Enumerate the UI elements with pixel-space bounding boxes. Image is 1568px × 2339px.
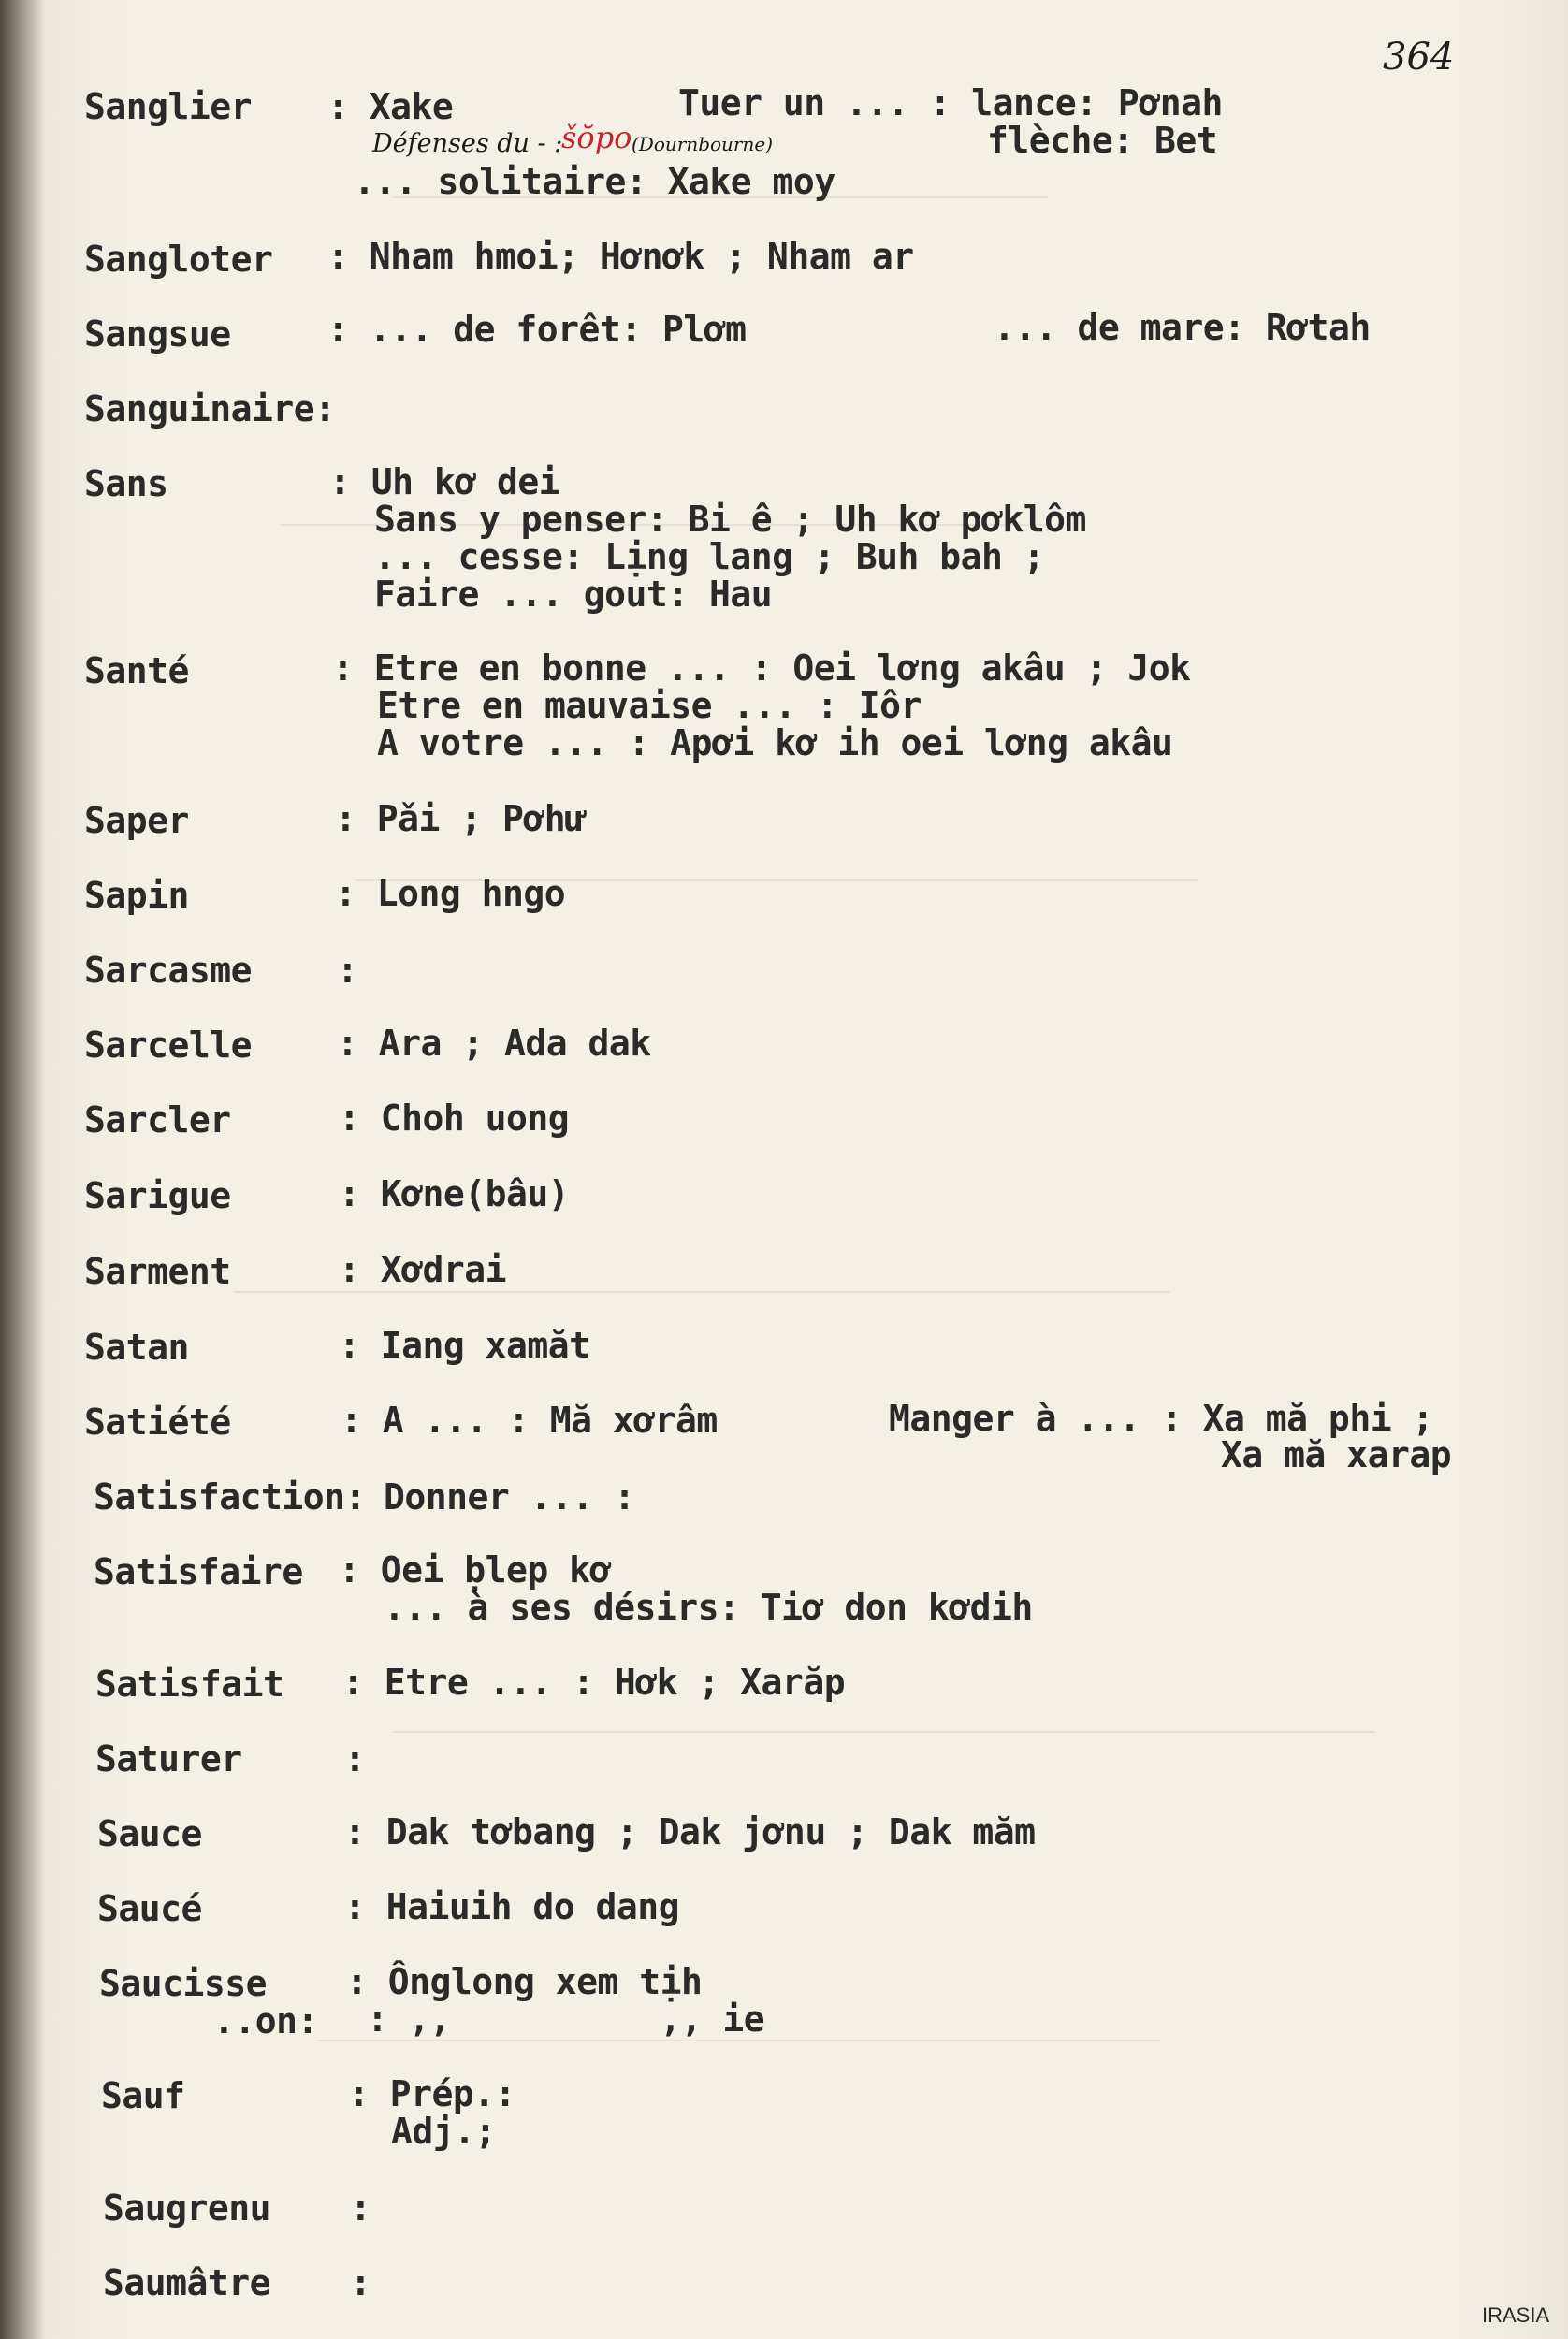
headword: Satisfait xyxy=(95,1663,284,1705)
definition-line: : Xake xyxy=(327,86,454,127)
definition-line: : xyxy=(344,1738,366,1780)
definition-line: : Uh kơ dei xyxy=(329,461,560,502)
headword: Saper xyxy=(84,800,189,841)
headword: Satisfaction: xyxy=(94,1476,366,1518)
definition-line: ... solitaire: Xake moy xyxy=(354,161,835,202)
handwritten-word: šŏpo xyxy=(561,120,632,155)
headword: Saucisse xyxy=(99,1963,268,2004)
definition-line-right: Tuer un ... : lance: Pơnah xyxy=(678,82,1223,123)
headword: Satiété xyxy=(84,1402,231,1443)
bleed-through-line xyxy=(393,1731,1375,1733)
definition-line-right: Manger à ... : Xa mă phi ; xyxy=(889,1398,1433,1439)
headword: Sangloter xyxy=(84,239,273,280)
definition-line: : Long hngo xyxy=(335,873,566,914)
definition-line-right: ... de mare: Rơtah xyxy=(994,307,1371,348)
definition-line: : ,, ,, ie xyxy=(367,1998,765,2040)
bleed-through-line xyxy=(234,1291,1169,1293)
headword: Santé xyxy=(84,650,189,691)
definition-line-right: Xa mă xarap xyxy=(1221,1434,1452,1475)
watermark: IRASIA xyxy=(1482,2303,1550,2327)
definition-line: Faire ... gout: Hau xyxy=(374,574,773,615)
definition-line: Donner ... : xyxy=(384,1476,635,1518)
handwritten-note: (Dournbourne) xyxy=(632,133,774,155)
definition-line: : Oei ḅlep kơ xyxy=(339,1549,611,1591)
headword: Sangsue xyxy=(84,313,231,355)
definition-line: : Haiuih do dang xyxy=(344,1886,680,1927)
headword: Sarcelle xyxy=(84,1024,253,1066)
headword: Sarcler xyxy=(84,1099,231,1140)
headword: Sauce xyxy=(97,1813,202,1854)
headword: Sarigue xyxy=(84,1175,231,1216)
definition-line: Sans y penser: Bi ê ; Uh kơ pơklôm xyxy=(374,499,1086,540)
headword: Satisfaire xyxy=(94,1551,303,1592)
definition-line: A votre ... : Apơi kơ ih oei lơng akâu xyxy=(377,722,1173,763)
headword: Saumâtre xyxy=(103,2262,271,2303)
definition-line: : Etre en bonne ... : Oei lơng akâu ; Jok xyxy=(332,647,1191,689)
definition-line: : Prép.: xyxy=(348,2073,516,2114)
headword: Saturer xyxy=(95,1738,242,1780)
headword: Sarment xyxy=(84,1251,231,1292)
definition-line: ... à ses désirs: Tiơ don kơdih xyxy=(384,1587,1033,1628)
handwritten-label: Défenses du - : xyxy=(372,129,563,158)
headword: Sauf xyxy=(101,2075,185,2116)
definition-line: : ... de forêt: Plơm xyxy=(327,309,747,350)
headword: Satan xyxy=(84,1327,189,1368)
definition-line: : A ... : Mă xơrâm xyxy=(341,1400,718,1441)
definition-line: : Pǎi ; Pơhư xyxy=(335,798,587,839)
definition-line-right: flèche: Bet xyxy=(987,120,1218,161)
page-number: 364 xyxy=(1383,36,1455,79)
definition-line: ... cesse: Lịng lang ; Buh bah ; xyxy=(374,536,1045,577)
definition-line: : Nham hmoi; Hơnơk ; Nham ar xyxy=(327,236,914,277)
definition-line: Etre en mauvaise ... : Iôr xyxy=(377,685,922,726)
definition-line: : Kơne(bâu) xyxy=(339,1173,570,1214)
headword: Sapin xyxy=(84,875,189,916)
definition-line: : Xơdrai xyxy=(339,1249,507,1290)
headword: Sans xyxy=(84,463,168,504)
definition-line: : xyxy=(337,950,358,991)
definition-line: : Dak tơbang ; Dak jơnu ; Dak măm xyxy=(344,1811,1036,1852)
headword: Saucé xyxy=(97,1888,202,1929)
headword: Sanguinaire: xyxy=(84,388,336,429)
definition-line: : xyxy=(350,2187,371,2229)
headword: Saugrenu xyxy=(103,2187,271,2229)
definition-line: : Etre ... : Hơk ; Xarăp xyxy=(342,1662,846,1703)
definition-line: : Iang xamăt xyxy=(339,1325,590,1366)
definition-line: : xyxy=(350,2262,371,2303)
headword: ..on: xyxy=(213,2000,318,2041)
definition-line: : Ara ; Ada dak xyxy=(337,1023,651,1064)
definition-line: : Choh uong xyxy=(339,1097,570,1139)
headword: Sanglier xyxy=(84,86,253,127)
definition-line: Adj.; xyxy=(391,2111,496,2152)
definition-line: : Ônglong xem tịh xyxy=(346,1961,703,2002)
bleed-through-line xyxy=(318,2040,1160,2041)
headword: Sarcasme xyxy=(84,950,253,991)
